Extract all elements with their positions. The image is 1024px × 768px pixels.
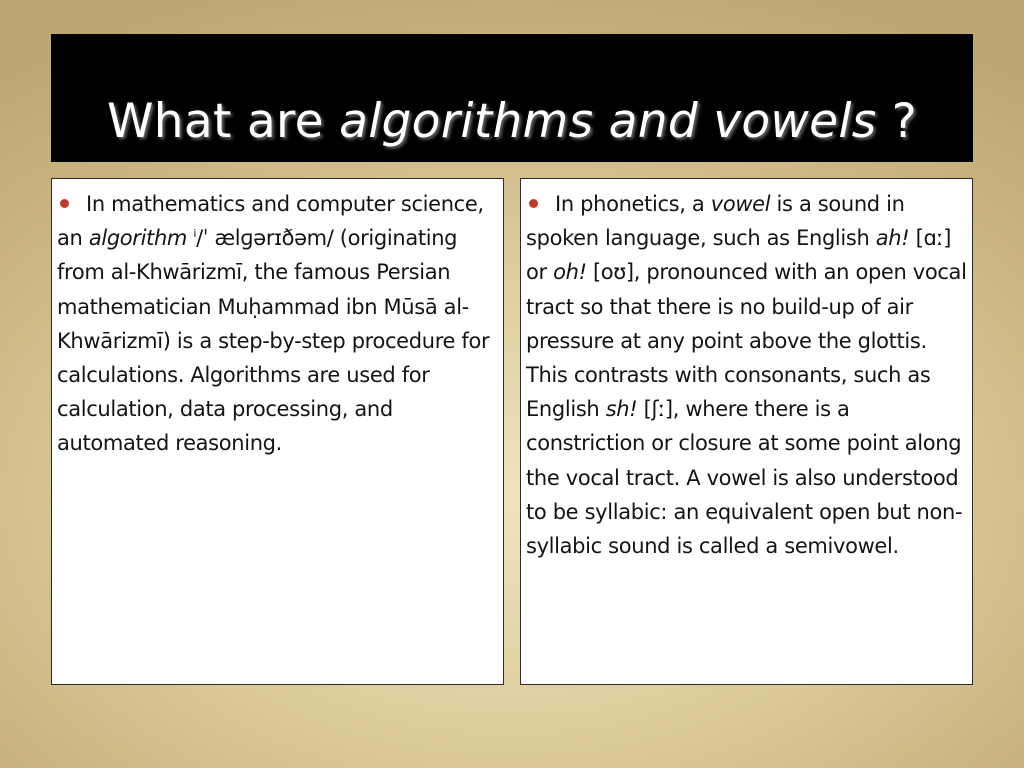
algorithm-term: algorithm (88, 226, 188, 251)
bullet-dot-icon (529, 199, 538, 208)
title-emphasis: algorithms and vowels (339, 93, 877, 149)
vowel-text-4: [oʊ], pronounced with an open vocal tract so that there is no build-up of air pressure at any point above the glottis. This contrasts with consonants, such as English (526, 260, 967, 422)
title-suffix: ? (876, 93, 917, 149)
vowel-paragraph (526, 187, 967, 563)
slide-title (107, 93, 917, 149)
bullet-dot-icon (60, 199, 69, 208)
pronunciation-info-icon[interactable]: i (193, 227, 197, 241)
algorithm-text-box[interactable] (51, 178, 504, 685)
example-sh: sh! (605, 397, 638, 422)
vowel-text-5: [ʃː], where there is a constriction or closure at some point along the vocal tract. A vowel is also understood to be syllabic: an equivalent open but non-syllabic sound is called a semivowel. (526, 397, 963, 559)
example-oh: oh! (553, 260, 587, 285)
title-banner (51, 34, 973, 162)
algorithm-text-3: /ˈ ælɡərɪðəm/ (originating from al-Khwārizmī, the famous Persian mathematician Muḥammad ibn Mūsā al-Khwārizmī) is a step-by-step procedure for calculations. Algorithms are used for calculation, data processing, and automated reasoning. (57, 226, 490, 456)
vowel-text-3: [ɑː] or (526, 226, 952, 285)
vowel-text-1: In phonetics, a (555, 192, 711, 216)
vowel-text-box[interactable] (520, 178, 973, 685)
title-prefix: What are (107, 93, 340, 149)
algorithm-text-1: In mathematics and computer science, an (57, 192, 484, 251)
vowel-term: vowel (710, 192, 771, 216)
algorithm-paragraph (57, 187, 498, 461)
vowel-text-2: is a sound in spoken language, such as English (526, 192, 905, 251)
example-ah: ah! (875, 226, 910, 251)
